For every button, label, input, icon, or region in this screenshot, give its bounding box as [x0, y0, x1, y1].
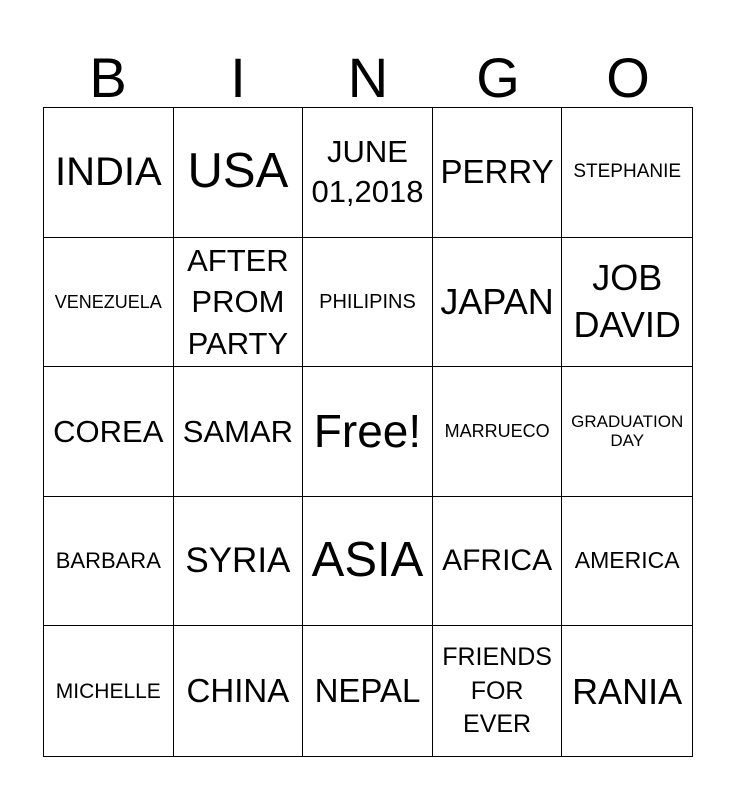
- cell-text: AFTER PROM PARTY: [187, 243, 289, 361]
- bingo-cell-r3-c4[interactable]: [433, 367, 563, 497]
- bingo-cell-r1-c1[interactable]: [44, 108, 174, 238]
- cell-text: INDIA: [54, 150, 162, 195]
- bingo-cell-r1-c3[interactable]: [303, 108, 433, 238]
- cell-text: JUNE 01,2018: [311, 134, 424, 210]
- cell-text: ASIA: [311, 533, 424, 588]
- bingo-board: [43, 107, 693, 757]
- bingo-header: [43, 40, 693, 108]
- bingo-cell-r1-c5[interactable]: [562, 108, 692, 238]
- bingo-cell-r2-c1[interactable]: [44, 238, 174, 368]
- cell-text: AFRICA: [442, 543, 553, 577]
- bingo-cell-r2-c5[interactable]: [562, 238, 692, 368]
- cell-text: STEPHANIE: [573, 160, 682, 182]
- bingo-cell-r3-c2[interactable]: [174, 367, 304, 497]
- cell-text: BARBARA: [55, 547, 161, 573]
- cell-text: AMERICA: [574, 547, 680, 574]
- bingo-cell-r5-c5[interactable]: [562, 626, 692, 756]
- bingo-cell-r4-c5[interactable]: [562, 497, 692, 627]
- bingo-cell-r2-c3[interactable]: [303, 238, 433, 368]
- bingo-cell-r3-c5[interactable]: [562, 367, 692, 497]
- header-letter-n: N: [347, 46, 389, 109]
- bingo-cell-r5-c2[interactable]: [174, 626, 304, 756]
- bingo-cell-r4-c3[interactable]: [303, 497, 433, 627]
- bingo-cell-r5-c1[interactable]: [44, 626, 174, 756]
- bingo-cell-r5-c4[interactable]: [433, 626, 563, 756]
- bingo-cell-r3-c1[interactable]: [44, 367, 174, 497]
- bingo-cell-r3-c3[interactable]: [303, 367, 433, 497]
- header-letter-o: O: [606, 46, 650, 109]
- header-letter-g: G: [476, 46, 520, 109]
- cell-text: SYRIA: [185, 540, 291, 580]
- cell-text: USA: [187, 144, 289, 199]
- cell-text: VENEZUELA: [54, 291, 162, 312]
- bingo-cell-r5-c3[interactable]: [303, 626, 433, 756]
- cell-text: JOB DAVID: [573, 257, 681, 345]
- bingo-cell-r4-c2[interactable]: [174, 497, 304, 627]
- header-letter-b: B: [89, 46, 127, 109]
- cell-text: MICHELLE: [55, 679, 161, 703]
- bingo-cell-r2-c4[interactable]: [433, 238, 563, 368]
- cell-text: GRADUATION DAY: [571, 411, 684, 451]
- header-letter-i: I: [230, 46, 246, 109]
- cell-text: RANIA: [572, 670, 683, 712]
- cell-text: JAPAN: [440, 281, 554, 323]
- bingo-cell-r4-c4[interactable]: [433, 497, 563, 627]
- bingo-cell-r2-c2[interactable]: [174, 238, 304, 368]
- cell-text: Free!: [313, 405, 422, 458]
- cell-text: NEPAL: [314, 672, 421, 710]
- cell-text: COREA: [53, 413, 164, 449]
- cell-text: MARRUECO: [444, 421, 550, 442]
- bingo-cell-r1-c2[interactable]: [174, 108, 304, 238]
- cell-text: PHILIPINS: [319, 290, 416, 313]
- bingo-cell-r1-c4[interactable]: [433, 108, 563, 238]
- bingo-cell-r4-c1[interactable]: [44, 497, 174, 627]
- cell-text: CHINA: [186, 672, 290, 710]
- cell-text: FRIENDS FOR EVER: [442, 643, 552, 738]
- cell-text: SAMAR: [182, 413, 294, 449]
- cell-text: PERRY: [440, 153, 554, 191]
